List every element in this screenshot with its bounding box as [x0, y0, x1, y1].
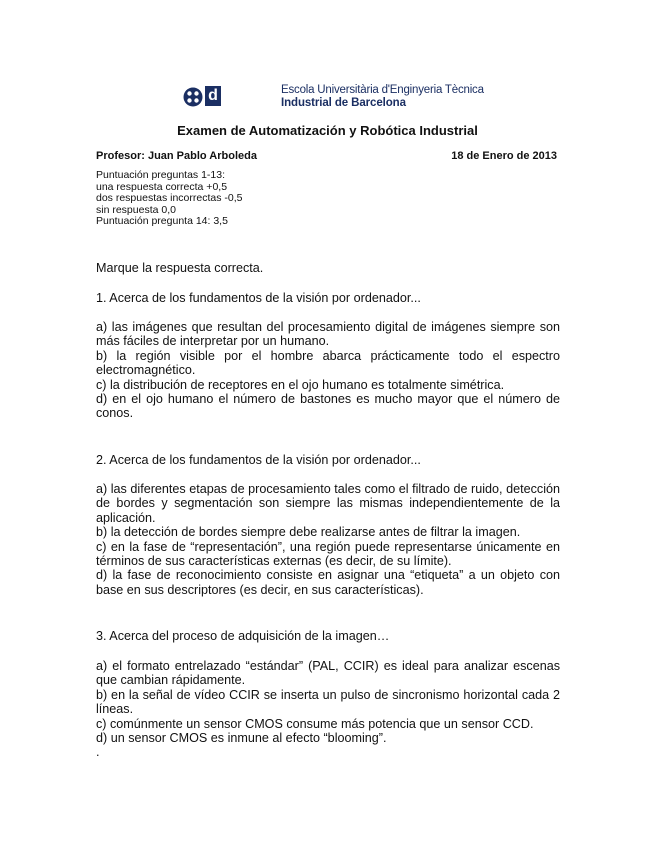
school-name-line2: Industrial de Barcelona — [281, 97, 406, 109]
question-1 — [96, 291, 560, 305]
scoring-line: sin respuesta 0,0 — [96, 203, 176, 216]
option-c: c) comúnmente un sensor CMOS consume más potencia que un sensor CCD. — [96, 716, 534, 731]
option-c: c) en la fase de “representación”, una región puede representarse únicamente en términos de sus características externas (es decir, de su límite). — [96, 539, 560, 569]
question-2 — [96, 453, 560, 467]
question-3-options — [96, 659, 560, 760]
option-b: b) en la señal de vídeo CCIR se inserta un pulso de sincronismo horizontal cada 2 líneas. — [96, 687, 560, 717]
exam-title: Examen de Automatización y Robótica Industrial — [177, 123, 478, 138]
option-a: a) el formato entrelazado “estándar” (PAL, CCIR) es ideal para analizar escenas que cambian rápidamente. — [96, 659, 560, 688]
question-1-options — [96, 320, 560, 421]
instruction-text: Marque la respuesta correcta. — [96, 261, 264, 275]
option-b: b) la detección de bordes siempre debe realizarse antes de filtrar la imagen. — [96, 525, 521, 540]
logo-circles-icon — [183, 87, 203, 107]
school-logo — [183, 84, 483, 110]
option-a: a) las imágenes que resultan del procesamiento digital de imágenes siempre son más fáciles de interpretar por un humano. — [96, 320, 560, 349]
scoring-line: Puntuación preguntas 1-13: — [96, 169, 226, 181]
logo-mark-letter: d — [205, 86, 221, 106]
professor: Profesor: Juan Pablo Arboleda — [96, 150, 257, 162]
scoring-line: Puntuación pregunta 14: 3,5 — [96, 215, 228, 228]
trailing-mark: . — [96, 745, 100, 760]
option-d: d) en el ojo humano el número de bastones es mucho mayor que el número de conos. — [96, 392, 560, 421]
instruction — [96, 261, 560, 275]
scoring-rules — [96, 170, 243, 228]
scoring-line: una respuesta correcta +0,5 — [96, 180, 228, 193]
option-d: d) la fase de reconocimiento consiste en asignar una “etiqueta” a un objeto con base en sus descriptores (es decir, en sus características). — [96, 568, 560, 597]
scoring-line: dos respuestas incorrectas -0,5 — [96, 192, 243, 205]
question-stem: 1. Acerca de los fundamentos de la visión por ordenador... — [96, 291, 421, 305]
option-b: b) la región visible por el hombre abarca prácticamente todo el espectro electromagnético. — [96, 348, 560, 378]
option-c: c) la distribución de receptores en el ojo humano es totalmente simétrica. — [96, 377, 505, 392]
question-stem: 3. Acerca del proceso de adquisición de la imagen… — [96, 629, 390, 643]
question-stem: 2. Acerca de los fundamentos de la visión por ordenador... — [96, 453, 421, 467]
option-d: d) un sensor CMOS es inmune al efecto “blooming”. — [96, 731, 387, 746]
school-name-line1: Escola Universitària d'Enginyeria Tècnica — [281, 84, 484, 96]
question-3 — [96, 629, 560, 643]
option-a: a) las diferentes etapas de procesamiento tales como el filtrado de ruido, detección de bordes y segmentación son siempre las mismas independientemente de la aplicación. — [96, 482, 560, 525]
exam-date: 18 de Enero de 2013 — [451, 150, 557, 162]
question-2-options — [96, 482, 560, 597]
